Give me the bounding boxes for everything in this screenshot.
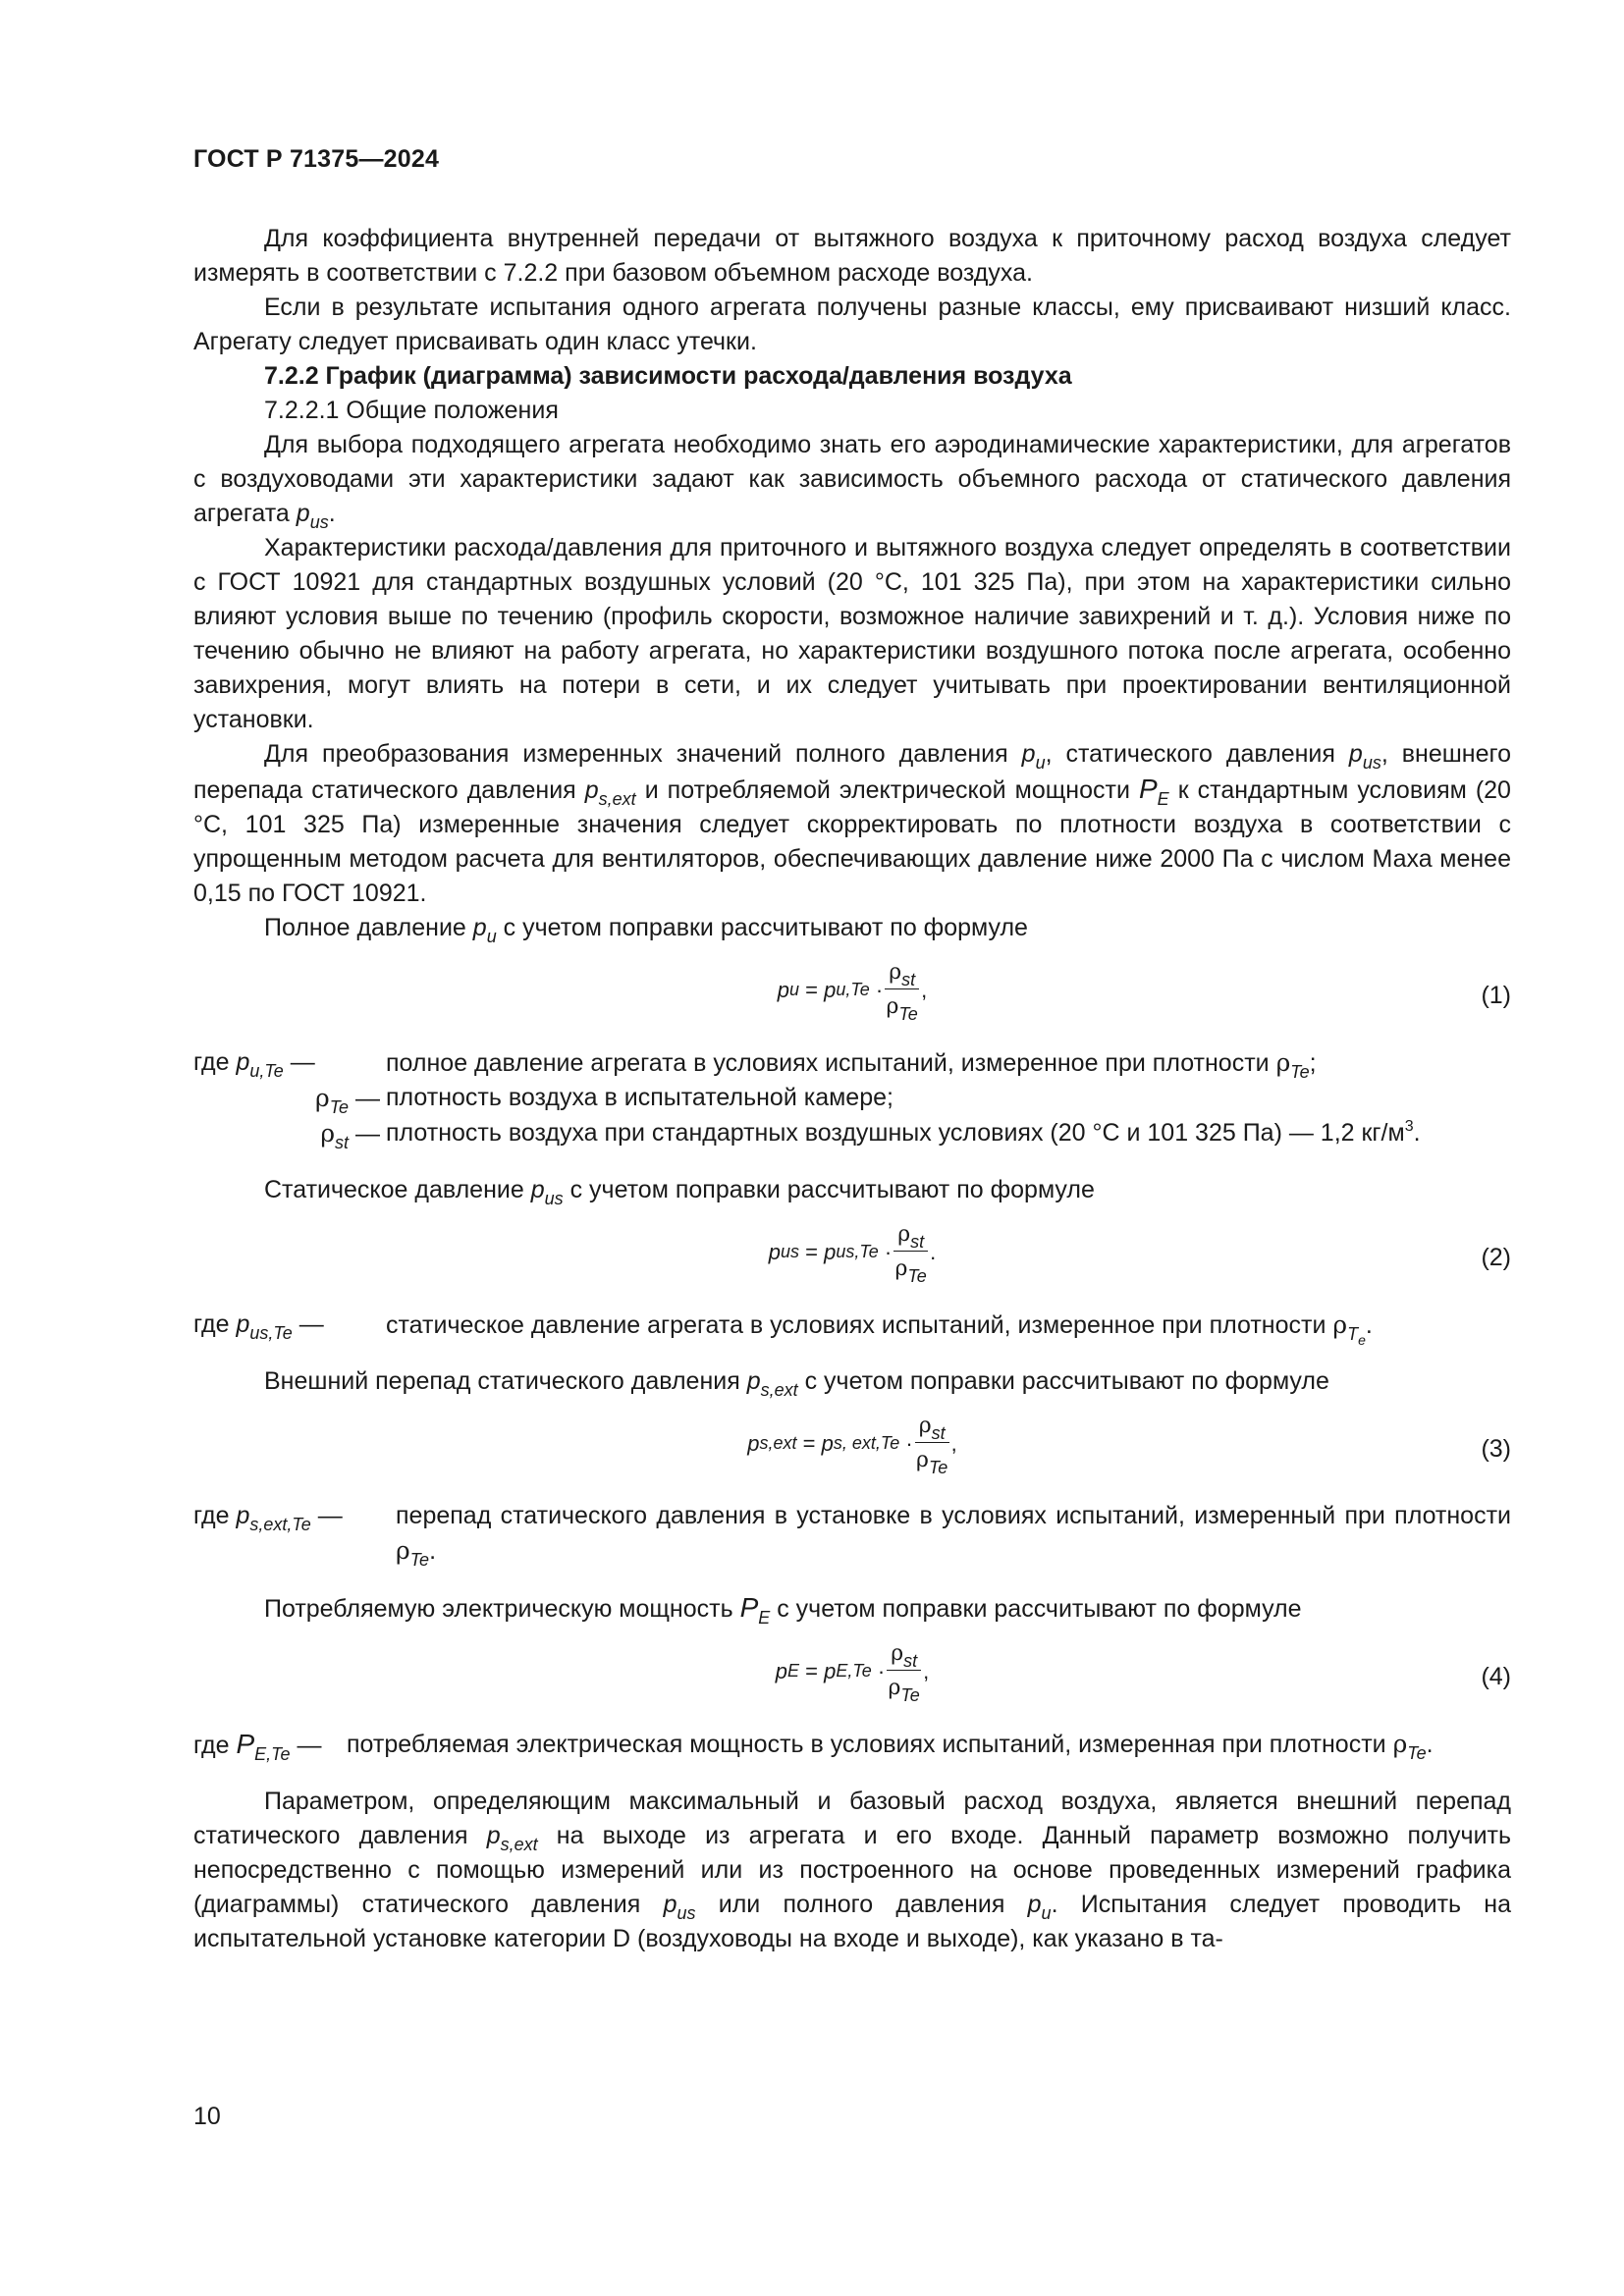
paragraph: Если в результате испытания одного агрегата получены разные классы, ему присваивают низший класс. Агрегату следует присваивать один класс утечки.: [193, 294, 1511, 355]
formula-1: p u = p u,Te · $\frac{\rho_{st}}{\rho_{Te}}$ , (1): [193, 957, 1511, 1041]
definition-row: где $p_{u,Te}$ — полное давление агрегата в условиях испытаний, измеренное при плотности $\rho_{Te}$;: [193, 1048, 1317, 1082]
fraction: $\frac{\rho_{st}}{\rho_{Te}}$: [885, 957, 919, 1022]
page-number: 10: [193, 2103, 221, 2130]
formula-2: p us = p us,Te · $\frac{\rho_{st}}{\rho_{Te}}$ . (2): [193, 1219, 1511, 1304]
paragraph: Для коэффициента внутренней передачи от вытяжного воздуха к приточному расход воздуха следует измерять в соответствии с 7.2.2 при базовом объемном расходе воздуха.: [193, 225, 1511, 287]
section-heading: 7.2.2 График (диаграмма) зависимости расхода/давления воздуха: [264, 362, 1072, 390]
definition-row: $\rho_{st}$ — плотность воздуха при стандартных воздушных условиях (20 °С и 101 325 Па) — 1,2 $кг/м^3$.: [320, 1118, 1421, 1152]
paragraph: Для выбора подходящего агрегата необходимо знать его аэродинамические характеристики, для агрегатов с воздуховодами эти характеристики задают как зависимость объемного расхода от статического давления агрегата $p_{us}$.: [193, 431, 1511, 532]
fraction: $\frac{\rho_{st}}{\rho_{Te}}$: [915, 1411, 949, 1475]
definition-row: где $P_{E,Te}$ — потребляемая электрическая мощность в условиях испытаний, измеренная при плотности $\rho_{Te}$.: [193, 1729, 1434, 1764]
formula-number: (4): [1481, 1663, 1511, 1690]
formula-3: p s,ext = p s, ext,Te · $\frac{\rho_{st}}{\rho_{Te}}$ , (3): [193, 1411, 1511, 1495]
subsection-heading: 7.2.2.1 Общие положения: [264, 397, 559, 424]
formula-number: (2): [1481, 1244, 1511, 1271]
paragraph: Потребляемую электрическую мощность $P_E$ с учетом поправки рассчитывают по формуле: [264, 1592, 1302, 1628]
paragraph: Для преобразования измеренных значений полного давления $p_u$, статического давления $p_{us}$, внешнего перепада статического давления $p_{s,ext}$ и потребляемой электрической мощности $P_E$ к стандартным условиям (20 °С, 101 325 Па) измеренные значения следует скорректировать по плотности воздуха в соответствии с упрощенным методом расчета для вентиляторов, обеспечивающих давление ниже 2000 Па с числом Маха менее 0,15 по ГОСТ 10921.: [193, 740, 1511, 907]
paragraph: Параметром, определяющим максимальный и базовый расход воздуха, является внешний перепад статического давления $p_{s,ext}$ на выходе из агрегата и его входе. Данный параметр возможно получить непосредственно с помощью измерений или из построенного на основе проведенных измерений графика (диаграммы) статического давления $p_{us}$ или полного давления $p_u$. Испытания следует проводить на испытательной установке категории D (воздуховоды на входе и выходе), как указано в та-: [193, 1788, 1512, 1952]
definition-row: где $p_{s,ext,Te}$ — перепад статического давления в установке в условиях испытаний, измеренный при плотности $\rho_{Te}$.: [193, 1502, 1511, 1570]
paragraph: Характеристики расхода/давления для приточного и вытяжного воздуха следует определять в соответствии с ГОСТ 10921 для стандартных воздушных условий (20 °С, 101 325 Па), при этом на характеристики сильно влияют условия выше по течению (профиль скорости, возможное наличие завихрений и т. д.). Условия ниже по течению обычно не влияют на работу агрегата, но характеристики воздушного потока после агрегата, особенно завихрения, могут влиять на потери в сети, и их следует учитывать при проектировании вентиляционной установки.: [193, 534, 1511, 733]
document-body: [193, 222, 1511, 1956]
formula-4: p E = p E,Te · $\frac{\rho_{st}}{\rho_{Te}}$ , (4): [193, 1638, 1511, 1723]
fraction: $\frac{\rho_{st}}{\rho_{Te}}$: [893, 1219, 928, 1284]
paragraph: Статическое давление $p_{us}$ с учетом поправки рассчитывают по формуле: [264, 1176, 1095, 1208]
paragraph: Внешний перепад статического давления $p_{s,ext}$ с учетом поправки рассчитывают по формуле: [264, 1367, 1329, 1400]
definition-row: $\rho_{Te}$ — плотность воздуха в испытательной камере;: [314, 1084, 893, 1117]
document-header: ГОСТ Р 71375—2024: [193, 145, 440, 173]
formula-number: (1): [1481, 982, 1511, 1009]
fraction: $\frac{\rho_{st}}{\rho_{Te}}$: [887, 1638, 921, 1703]
definition-row: где $p_{us,Te}$ — статическое давление агрегата в условиях испытаний, измеренное при плотности $\rho_{Te}$.: [193, 1310, 1373, 1348]
formula-number: (3): [1481, 1435, 1511, 1463]
paragraph: Полное давление $p_u$ с учетом поправки рассчитывают по формуле: [264, 914, 1028, 946]
